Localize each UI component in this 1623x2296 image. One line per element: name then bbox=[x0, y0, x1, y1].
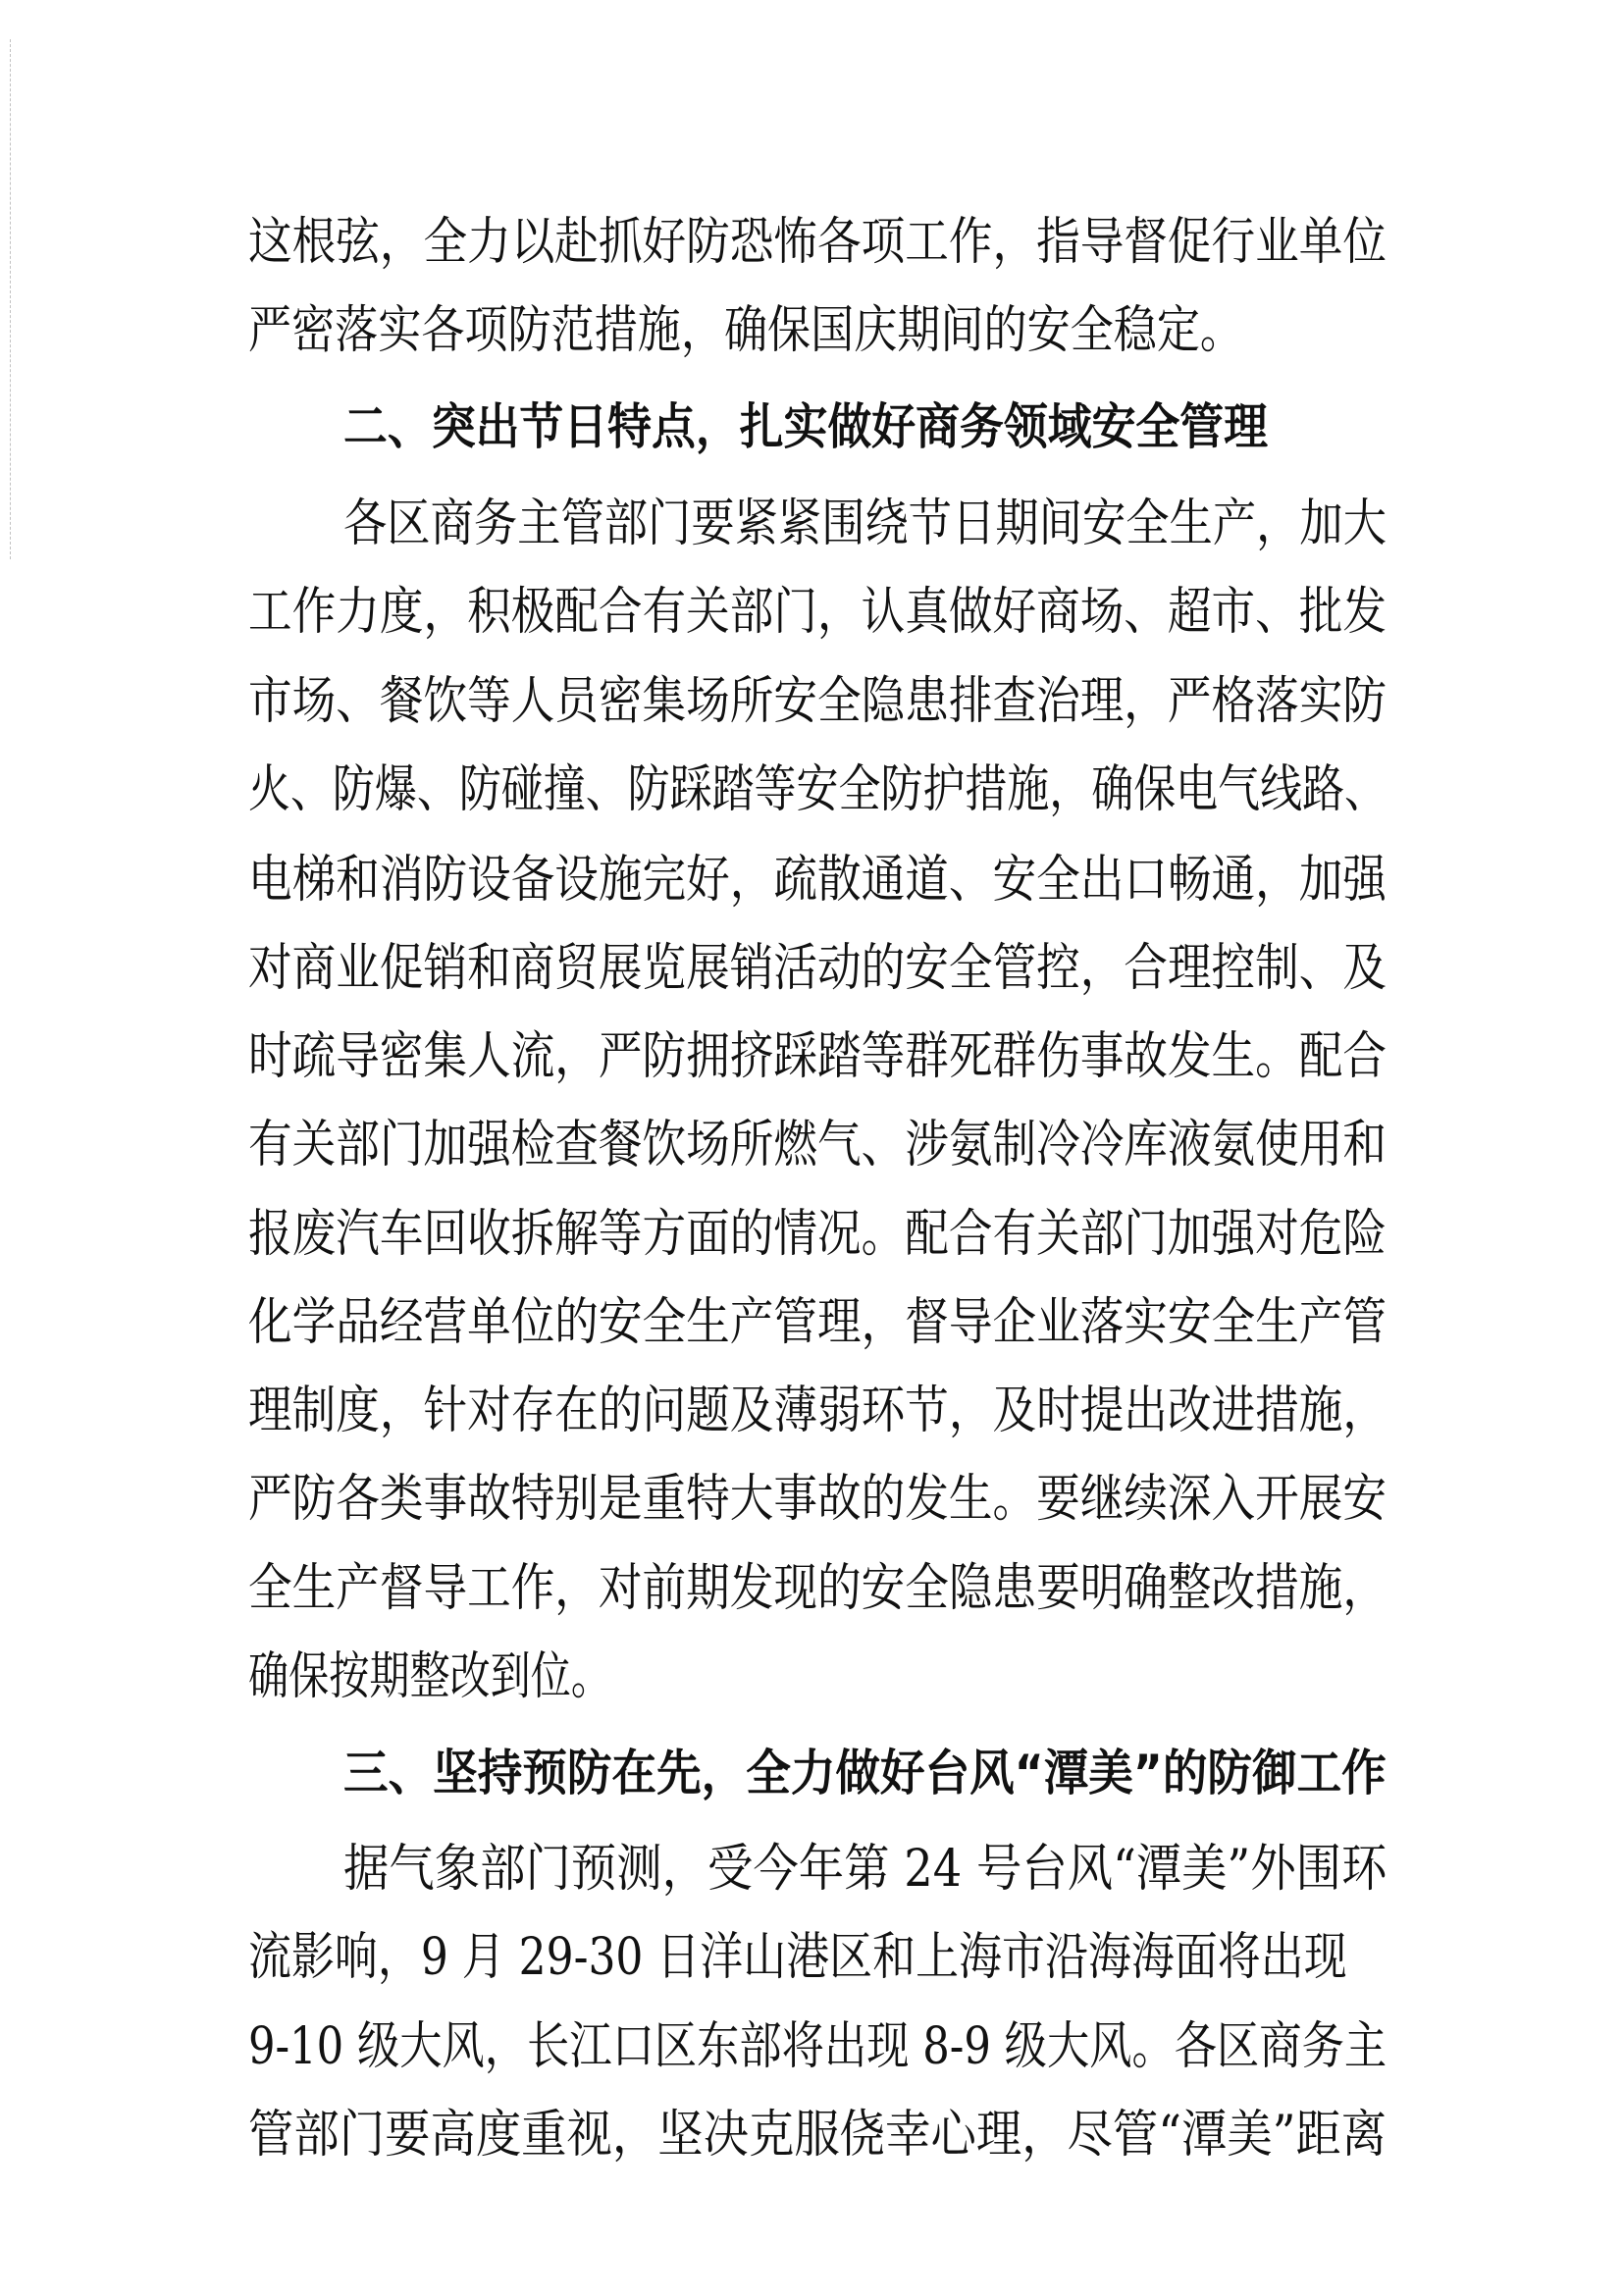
line-text: 9-10 级大风，长江口区东部将出现 8-9 级大风。各区商务主 bbox=[248, 2017, 1387, 2076]
line-text: 工作力度，积极配合有关部门，认真做好商场、超市、批发 bbox=[248, 583, 1387, 642]
text-line bbox=[0, 1013, 1623, 1101]
text-line bbox=[0, 1455, 1623, 1543]
line-text: 火、防爆、防碰撞、防踩踏等安全防护措施，确保电气线路、 bbox=[248, 760, 1387, 819]
text-line bbox=[0, 1190, 1623, 1278]
line-text: 电梯和消防设备设施完好，疏散通道、安全出口畅通，加强 bbox=[248, 851, 1387, 910]
text-line bbox=[0, 1633, 1623, 1721]
text-line bbox=[0, 2091, 1623, 2179]
line-text: 全生产督导工作，对前期发现的安全隐患要明确整改措施， bbox=[248, 1559, 1387, 1618]
heading-text: 二、突出节日特点，扎实做好商务领域安全管理 bbox=[343, 398, 1268, 455]
line-text: 确保按期整改到位。 bbox=[248, 1647, 612, 1706]
text-line bbox=[0, 1278, 1623, 1367]
text-line bbox=[0, 287, 1623, 375]
line-text: 有关部门加强检查餐饮场所燃气、涉氨制冷冷库液氨使用和 bbox=[248, 1116, 1387, 1174]
heading-text: 三、坚持预防在先，全力做好台风“潭美”的防御工作 bbox=[343, 1745, 1387, 1801]
line-text: 理制度，针对存在的问题及薄弱环节，及时提出改进措施， bbox=[248, 1382, 1387, 1440]
text-line bbox=[0, 1367, 1623, 1455]
line-text: 这根弦，全力以赴抓好防恐怖各项工作，指导督促行业单位 bbox=[248, 213, 1387, 272]
line-text: 严防各类事故特别是重特大事故的发生。要继续深入开展安 bbox=[248, 1470, 1387, 1529]
line-text: 严密落实各项防范措施，确保国庆期间的安全稳定。 bbox=[248, 301, 1244, 360]
section-heading bbox=[0, 1729, 1623, 1817]
line-text: 化学品经营单位的安全生产管理，督导企业落实安全生产管 bbox=[248, 1293, 1387, 1352]
line-text: 管部门要高度重视，坚决克服侥幸心理，尽管“潭美”距离 bbox=[248, 2106, 1387, 2165]
line-text: 时疏导密集人流，严防拥挤踩踏等群死群伤事故发生。配合 bbox=[248, 1027, 1387, 1086]
text-line bbox=[0, 198, 1623, 287]
text-line bbox=[0, 1913, 1623, 2002]
line-text: 市场、餐饮等人员密集场所安全隐患排查治理，严格落实防 bbox=[248, 672, 1387, 731]
text-line bbox=[0, 746, 1623, 834]
text-line bbox=[0, 924, 1623, 1013]
text-line bbox=[0, 1825, 1623, 1913]
line-text: 报废汽车回收拆解等方面的情况。配合有关部门加强对危险 bbox=[248, 1205, 1387, 1264]
text-line bbox=[0, 480, 1623, 568]
text-line bbox=[0, 1101, 1623, 1189]
text-line bbox=[0, 657, 1623, 746]
text-line bbox=[0, 1544, 1623, 1633]
section-heading bbox=[0, 383, 1623, 471]
line-text: 据气象部门预测，受今年第 24 号台风“潭美”外围环 bbox=[343, 1840, 1387, 1899]
line-text: 流影响，9 月 29-30 日洋山港区和上海市沿海海面将出现 bbox=[248, 1928, 1347, 1987]
text-line bbox=[0, 836, 1623, 924]
line-text: 对商业促销和商贸展览展销活动的安全管控，合理控制、及 bbox=[248, 939, 1387, 998]
text-line bbox=[0, 2003, 1623, 2091]
text-line bbox=[0, 568, 1623, 656]
line-text: 各区商务主管部门要紧紧围绕节日期间安全生产，加大 bbox=[343, 495, 1387, 553]
